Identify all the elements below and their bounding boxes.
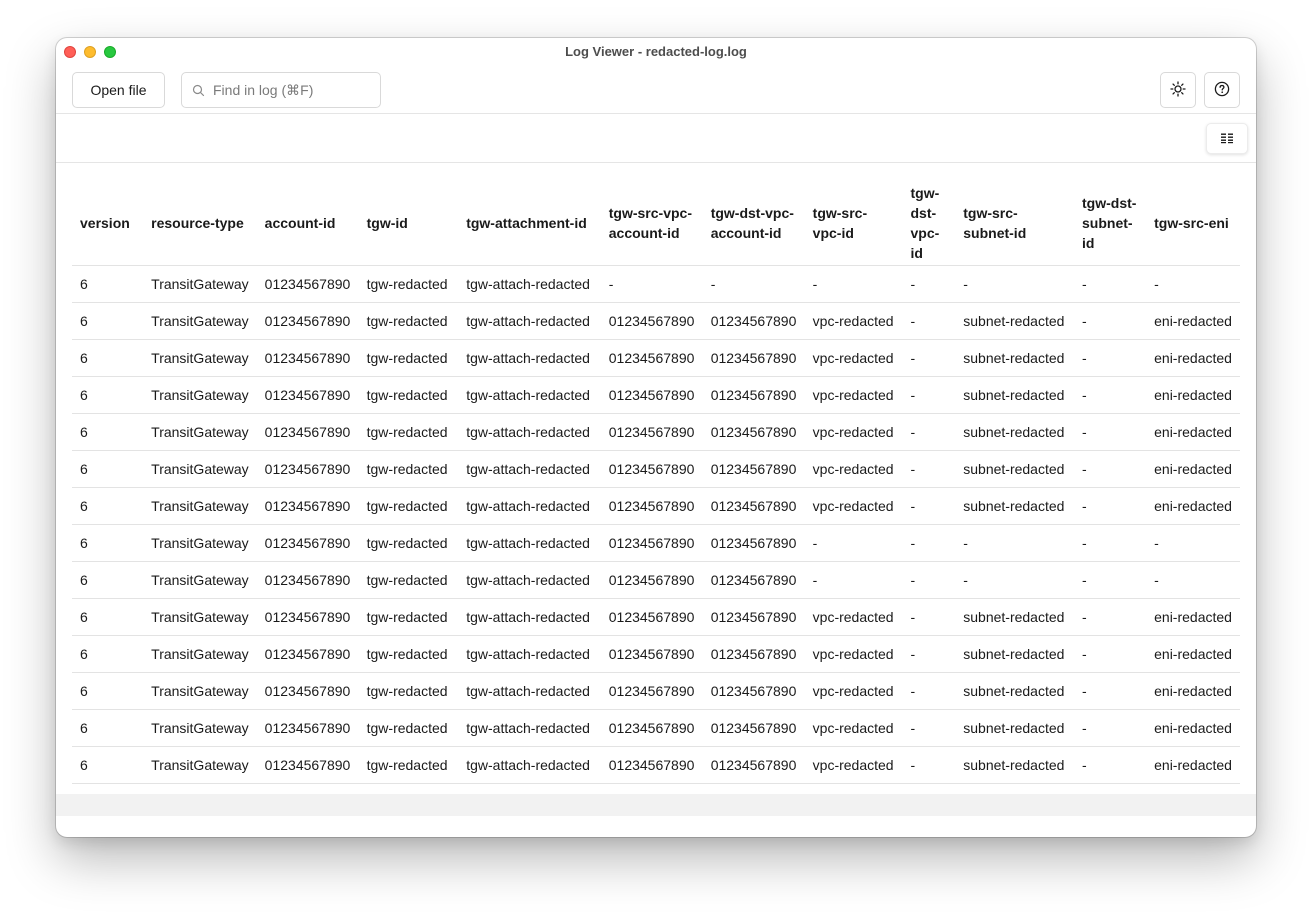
cell-account-id: 01234567890 — [257, 673, 359, 710]
cell-tgw-src-vpc-account-id: 01234567890 — [601, 525, 703, 562]
cell-tgw-id: tgw-redacted — [359, 451, 459, 488]
cell-tgw-src-vpc-id: vpc-redacted — [805, 377, 903, 414]
cell-tgw-src-subnet-id: subnet-redacted — [955, 673, 1074, 710]
cell-tgw-id: tgw-redacted — [359, 525, 459, 562]
cell-resource-type: TransitGateway — [143, 599, 257, 636]
cell-version: 6 — [72, 451, 143, 488]
table-row[interactable] — [72, 636, 1240, 673]
sun-icon — [1170, 81, 1186, 100]
cell-tgw-id: tgw-redacted — [359, 377, 459, 414]
cell-tgw-dst-vpc-id: - — [903, 266, 956, 303]
table-options-bar — [56, 114, 1256, 163]
table-row[interactable] — [72, 673, 1240, 710]
cell-account-id: 01234567890 — [257, 414, 359, 451]
cell-tgw-attachment-id: tgw-attach-redacted — [458, 451, 601, 488]
cell-tgw-id: tgw-redacted — [359, 303, 459, 340]
cell-account-id: 01234567890 — [257, 599, 359, 636]
cell-tgw-dst-vpc-id: - — [903, 488, 956, 525]
cell-tgw-id: tgw-redacted — [359, 636, 459, 673]
log-table — [72, 181, 1240, 784]
cell-tgw-src-vpc-id: vpc-redacted — [805, 488, 903, 525]
cell-tgw-dst-vpc-id: - — [903, 451, 956, 488]
table-row[interactable] — [72, 451, 1240, 488]
table-row[interactable] — [72, 599, 1240, 636]
cell-tgw-dst-subnet-id: - — [1074, 636, 1146, 673]
log-table-container — [56, 163, 1256, 816]
cell-tgw-dst-vpc-id: - — [903, 710, 956, 747]
cell-tgw-attachment-id: tgw-attach-redacted — [458, 710, 601, 747]
column-header-tgw-src-subnet-id[interactable]: tgw-src-subnet-id — [955, 181, 1074, 266]
cell-resource-type: TransitGateway — [143, 303, 257, 340]
cell-version: 6 — [72, 673, 143, 710]
cell-tgw-src-subnet-id: - — [955, 525, 1074, 562]
table-row[interactable] — [72, 266, 1240, 303]
cell-version: 6 — [72, 710, 143, 747]
cell-resource-type: TransitGateway — [143, 377, 257, 414]
cell-tgw-attachment-id: tgw-attach-redacted — [458, 377, 601, 414]
search-box[interactable] — [181, 72, 381, 108]
table-row[interactable] — [72, 414, 1240, 451]
cell-tgw-attachment-id: tgw-attach-redacted — [458, 525, 601, 562]
table-row[interactable] — [72, 710, 1240, 747]
column-header-tgw-src-vpc-account-id[interactable]: tgw-src-vpc-account-id — [601, 181, 703, 266]
cell-tgw-src-vpc-id: vpc-redacted — [805, 414, 903, 451]
cell-tgw-dst-vpc-id: - — [903, 414, 956, 451]
question-circle-icon — [1214, 81, 1230, 100]
cell-tgw-dst-subnet-id: - — [1074, 377, 1146, 414]
cell-tgw-src-eni: - — [1146, 562, 1240, 599]
cell-tgw-id: tgw-redacted — [359, 340, 459, 377]
column-header-tgw-dst-vpc-id[interactable]: tgw-dst-vpc-id — [903, 181, 956, 266]
cell-tgw-src-vpc-account-id: 01234567890 — [601, 377, 703, 414]
cell-tgw-src-subnet-id: subnet-redacted — [955, 414, 1074, 451]
cell-tgw-src-subnet-id: subnet-redacted — [955, 488, 1074, 525]
cell-tgw-src-vpc-id: vpc-redacted — [805, 599, 903, 636]
cell-tgw-src-vpc-account-id: 01234567890 — [601, 562, 703, 599]
cell-account-id: 01234567890 — [257, 525, 359, 562]
cell-tgw-dst-vpc-id: - — [903, 525, 956, 562]
cell-tgw-src-vpc-id: vpc-redacted — [805, 710, 903, 747]
cell-account-id: 01234567890 — [257, 636, 359, 673]
magnifier-icon — [192, 84, 205, 102]
cell-account-id: 01234567890 — [257, 562, 359, 599]
toolbar — [56, 66, 1256, 114]
cell-tgw-dst-vpc-account-id: 01234567890 — [703, 525, 805, 562]
cell-tgw-src-eni: eni-redacted — [1146, 414, 1240, 451]
column-header-tgw-src-eni[interactable]: tgw-src-eni — [1146, 181, 1240, 266]
cell-tgw-id: tgw-redacted — [359, 414, 459, 451]
cell-tgw-src-vpc-id: vpc-redacted — [805, 340, 903, 377]
column-header-account-id[interactable]: account-id — [257, 181, 359, 266]
help-button[interactable] — [1204, 72, 1240, 108]
column-header-tgw-dst-subnet-id[interactable]: tgw-dst-subnet-id — [1074, 181, 1146, 266]
cell-tgw-id: tgw-redacted — [359, 488, 459, 525]
cell-tgw-src-vpc-id: vpc-redacted — [805, 451, 903, 488]
cell-tgw-src-vpc-id: - — [805, 525, 903, 562]
cell-version: 6 — [72, 377, 143, 414]
cell-tgw-src-subnet-id: - — [955, 266, 1074, 303]
cell-tgw-src-eni: - — [1146, 525, 1240, 562]
table-row[interactable] — [72, 340, 1240, 377]
cell-tgw-dst-subnet-id: - — [1074, 414, 1146, 451]
cell-account-id: 01234567890 — [257, 488, 359, 525]
cell-resource-type: TransitGateway — [143, 266, 257, 303]
cell-tgw-src-eni: eni-redacted — [1146, 488, 1240, 525]
cell-tgw-dst-vpc-account-id: 01234567890 — [703, 747, 805, 784]
cell-tgw-dst-subnet-id: - — [1074, 266, 1146, 303]
cell-tgw-dst-vpc-id: - — [903, 599, 956, 636]
cell-account-id: 01234567890 — [257, 266, 359, 303]
columns-icon — [1220, 131, 1234, 147]
cell-tgw-attachment-id: tgw-attach-redacted — [458, 747, 601, 784]
cell-tgw-src-subnet-id: subnet-redacted — [955, 747, 1074, 784]
cell-tgw-attachment-id: tgw-attach-redacted — [458, 562, 601, 599]
cell-tgw-attachment-id: tgw-attach-redacted — [458, 414, 601, 451]
cell-tgw-src-vpc-id: vpc-redacted — [805, 303, 903, 340]
cell-tgw-id: tgw-redacted — [359, 599, 459, 636]
cell-tgw-dst-vpc-account-id: 01234567890 — [703, 451, 805, 488]
cell-tgw-src-vpc-id: vpc-redacted — [805, 636, 903, 673]
cell-tgw-src-subnet-id: subnet-redacted — [955, 710, 1074, 747]
cell-tgw-dst-subnet-id: - — [1074, 525, 1146, 562]
cell-tgw-dst-vpc-id: - — [903, 747, 956, 784]
cell-tgw-src-eni: - — [1146, 266, 1240, 303]
cell-tgw-src-vpc-account-id: 01234567890 — [601, 747, 703, 784]
cell-tgw-src-vpc-id: vpc-redacted — [805, 747, 903, 784]
cell-tgw-src-eni: eni-redacted — [1146, 747, 1240, 784]
cell-resource-type: TransitGateway — [143, 562, 257, 599]
cell-tgw-attachment-id: tgw-attach-redacted — [458, 303, 601, 340]
cell-version: 6 — [72, 488, 143, 525]
table-row[interactable] — [72, 525, 1240, 562]
cell-tgw-src-eni: eni-redacted — [1146, 377, 1240, 414]
cell-tgw-src-subnet-id: subnet-redacted — [955, 303, 1074, 340]
cell-tgw-src-eni: eni-redacted — [1146, 710, 1240, 747]
cell-tgw-src-vpc-account-id: 01234567890 — [601, 599, 703, 636]
search-input[interactable] — [213, 79, 373, 101]
cell-tgw-dst-vpc-account-id: 01234567890 — [703, 599, 805, 636]
column-header-tgw-src-vpc-id[interactable]: tgw-src-vpc-id — [805, 181, 903, 266]
cell-tgw-dst-subnet-id: - — [1074, 340, 1146, 377]
cell-resource-type: TransitGateway — [143, 673, 257, 710]
cell-resource-type: TransitGateway — [143, 525, 257, 562]
cell-tgw-attachment-id: tgw-attach-redacted — [458, 266, 601, 303]
cell-tgw-src-vpc-id: - — [805, 266, 903, 303]
app-window — [56, 38, 1256, 837]
cell-tgw-src-vpc-account-id: 01234567890 — [601, 414, 703, 451]
cell-tgw-attachment-id: tgw-attach-redacted — [458, 636, 601, 673]
cell-tgw-src-vpc-account-id: 01234567890 — [601, 636, 703, 673]
cell-version: 6 — [72, 303, 143, 340]
cell-version: 6 — [72, 525, 143, 562]
cell-tgw-src-vpc-account-id: 01234567890 — [601, 710, 703, 747]
column-header-tgw-id[interactable]: tgw-id — [359, 181, 459, 266]
cell-account-id: 01234567890 — [257, 451, 359, 488]
cell-resource-type: TransitGateway — [143, 451, 257, 488]
cell-tgw-attachment-id: tgw-attach-redacted — [458, 488, 601, 525]
cell-version: 6 — [72, 599, 143, 636]
cell-version: 6 — [72, 340, 143, 377]
cell-tgw-dst-subnet-id: - — [1074, 451, 1146, 488]
window-title: Log Viewer - redacted-log.log — [565, 44, 747, 59]
cell-tgw-dst-vpc-id: - — [903, 636, 956, 673]
cell-tgw-src-vpc-account-id: - — [601, 266, 703, 303]
cell-tgw-src-eni: eni-redacted — [1146, 599, 1240, 636]
cell-account-id: 01234567890 — [257, 377, 359, 414]
cell-tgw-id: tgw-redacted — [359, 710, 459, 747]
cell-tgw-dst-vpc-id: - — [903, 340, 956, 377]
cell-tgw-dst-vpc-account-id: 01234567890 — [703, 673, 805, 710]
cell-tgw-dst-vpc-id: - — [903, 673, 956, 710]
cell-tgw-dst-vpc-id: - — [903, 377, 956, 414]
cell-tgw-src-vpc-id: - — [805, 562, 903, 599]
table-row[interactable] — [72, 562, 1240, 599]
cell-tgw-dst-vpc-id: - — [903, 562, 956, 599]
cell-tgw-dst-subnet-id: - — [1074, 303, 1146, 340]
cell-tgw-dst-vpc-account-id: 01234567890 — [703, 414, 805, 451]
cell-version: 6 — [72, 747, 143, 784]
table-body — [72, 266, 1240, 784]
cell-tgw-attachment-id: tgw-attach-redacted — [458, 673, 601, 710]
table-row[interactable] — [72, 747, 1240, 784]
cell-tgw-src-vpc-account-id: 01234567890 — [601, 340, 703, 377]
cell-tgw-src-eni: eni-redacted — [1146, 451, 1240, 488]
cell-account-id: 01234567890 — [257, 303, 359, 340]
table-header-row — [72, 181, 1240, 266]
cell-tgw-src-subnet-id: subnet-redacted — [955, 599, 1074, 636]
table-row[interactable] — [72, 377, 1240, 414]
cell-version: 6 — [72, 266, 143, 303]
cell-tgw-dst-vpc-account-id: 01234567890 — [703, 710, 805, 747]
cell-account-id: 01234567890 — [257, 710, 359, 747]
cell-tgw-src-eni: eni-redacted — [1146, 673, 1240, 710]
cell-tgw-attachment-id: tgw-attach-redacted — [458, 340, 601, 377]
open-file-button[interactable]: Open file — [72, 72, 165, 108]
cell-account-id: 01234567890 — [257, 747, 359, 784]
table-row[interactable] — [72, 303, 1240, 340]
column-header-version[interactable]: version — [72, 181, 143, 266]
cell-tgw-src-eni: eni-redacted — [1146, 340, 1240, 377]
column-picker-button[interactable] — [1206, 123, 1248, 154]
cell-tgw-dst-subnet-id: - — [1074, 710, 1146, 747]
bottom-strip — [56, 794, 1256, 816]
title-bar — [56, 38, 1256, 66]
cell-tgw-dst-vpc-account-id: 01234567890 — [703, 636, 805, 673]
cell-tgw-src-eni: eni-redacted — [1146, 303, 1240, 340]
cell-tgw-src-vpc-account-id: 01234567890 — [601, 673, 703, 710]
cell-resource-type: TransitGateway — [143, 340, 257, 377]
cell-tgw-dst-vpc-account-id: 01234567890 — [703, 377, 805, 414]
column-header-tgw-attachment-id[interactable]: tgw-attachment-id — [458, 181, 601, 266]
cell-version: 6 — [72, 562, 143, 599]
cell-tgw-id: tgw-redacted — [359, 747, 459, 784]
cell-resource-type: TransitGateway — [143, 747, 257, 784]
cell-tgw-dst-subnet-id: - — [1074, 488, 1146, 525]
cell-account-id: 01234567890 — [257, 340, 359, 377]
column-header-resource-type[interactable]: resource-type — [143, 181, 257, 266]
column-header-tgw-dst-vpc-account-id[interactable]: tgw-dst-vpc-account-id — [703, 181, 805, 266]
cell-tgw-src-vpc-account-id: 01234567890 — [601, 488, 703, 525]
cell-resource-type: TransitGateway — [143, 636, 257, 673]
cell-tgw-dst-vpc-account-id: 01234567890 — [703, 488, 805, 525]
cell-resource-type: TransitGateway — [143, 488, 257, 525]
cell-tgw-src-vpc-account-id: 01234567890 — [601, 303, 703, 340]
cell-resource-type: TransitGateway — [143, 414, 257, 451]
cell-tgw-src-subnet-id: subnet-redacted — [955, 451, 1074, 488]
cell-tgw-id: tgw-redacted — [359, 266, 459, 303]
cell-tgw-attachment-id: tgw-attach-redacted — [458, 599, 601, 636]
theme-toggle-button[interactable] — [1160, 72, 1196, 108]
cell-tgw-dst-vpc-account-id: 01234567890 — [703, 562, 805, 599]
table-row[interactable] — [72, 488, 1240, 525]
cell-tgw-dst-vpc-account-id: - — [703, 266, 805, 303]
cell-version: 6 — [72, 414, 143, 451]
cell-tgw-src-vpc-account-id: 01234567890 — [601, 451, 703, 488]
cell-tgw-id: tgw-redacted — [359, 562, 459, 599]
cell-tgw-dst-vpc-id: - — [903, 303, 956, 340]
cell-tgw-id: tgw-redacted — [359, 673, 459, 710]
cell-tgw-dst-subnet-id: - — [1074, 673, 1146, 710]
cell-tgw-dst-subnet-id: - — [1074, 562, 1146, 599]
cell-tgw-src-subnet-id: subnet-redacted — [955, 340, 1074, 377]
cell-tgw-dst-subnet-id: - — [1074, 747, 1146, 784]
cell-version: 6 — [72, 636, 143, 673]
cell-tgw-dst-vpc-account-id: 01234567890 — [703, 303, 805, 340]
cell-tgw-dst-subnet-id: - — [1074, 599, 1146, 636]
cell-tgw-src-subnet-id: subnet-redacted — [955, 377, 1074, 414]
cell-resource-type: TransitGateway — [143, 710, 257, 747]
cell-tgw-src-vpc-id: vpc-redacted — [805, 673, 903, 710]
cell-tgw-src-subnet-id: subnet-redacted — [955, 636, 1074, 673]
cell-tgw-src-eni: eni-redacted — [1146, 636, 1240, 673]
cell-tgw-src-subnet-id: - — [955, 562, 1074, 599]
cell-tgw-dst-vpc-account-id: 01234567890 — [703, 340, 805, 377]
